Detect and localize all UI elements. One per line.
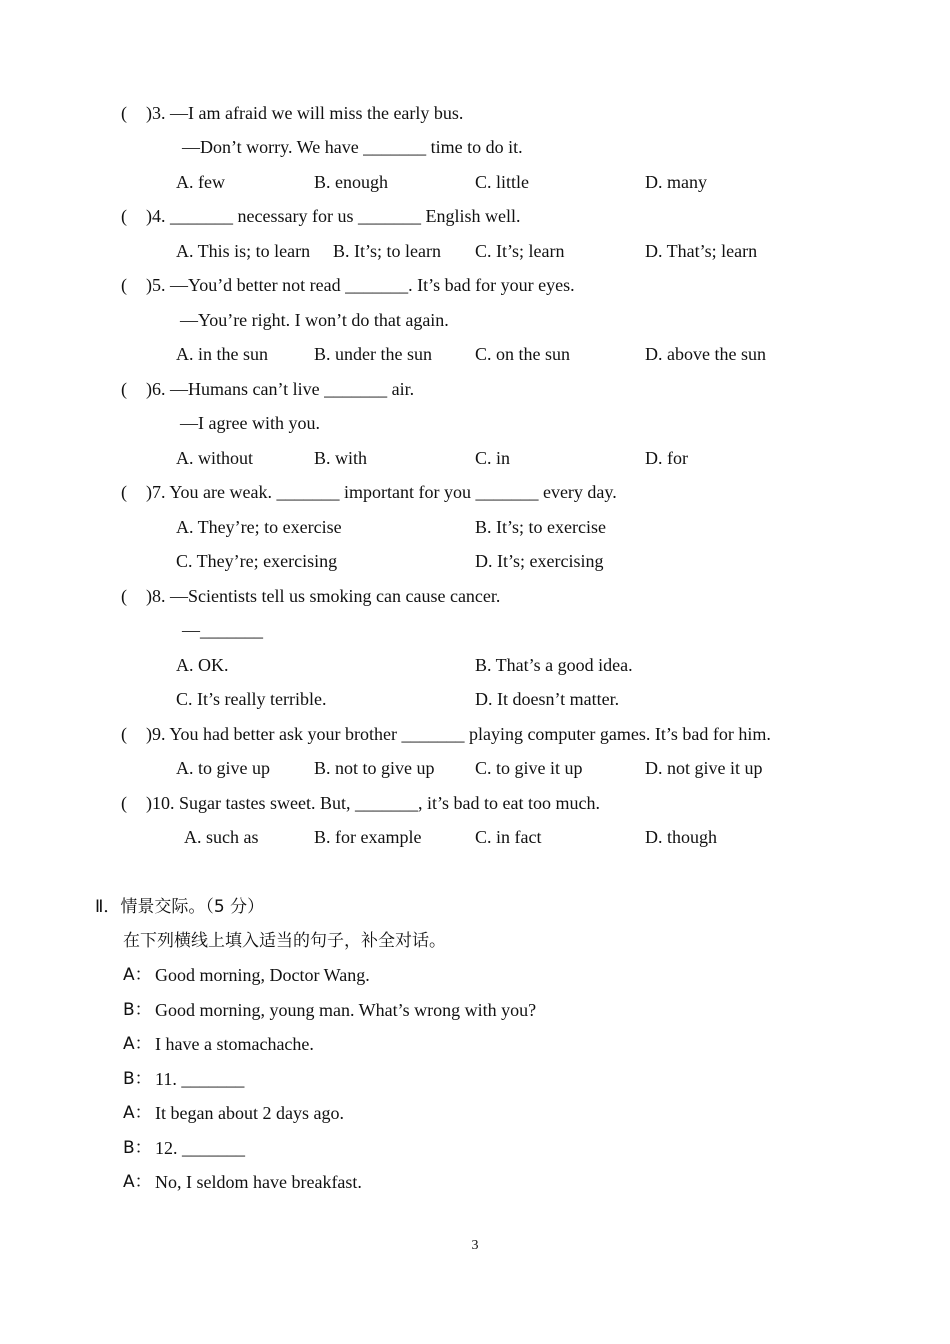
option-b: B. That’s a good idea. (475, 655, 633, 675)
question-reply: —You’re right. I won’t do that again. (180, 310, 449, 330)
option-a: A. such as (184, 827, 259, 847)
speaker-label: A： (123, 1172, 152, 1192)
dialogue-blank-11[interactable]: 11. _______ (155, 1069, 245, 1089)
dialogue-text: I have a stomachache. (155, 1034, 314, 1054)
option-d: D. above the sun (645, 344, 766, 364)
option-c: C. It’s; learn (475, 241, 565, 261)
speaker-label: A： (123, 1103, 152, 1123)
speaker-label: A： (123, 1034, 152, 1054)
option-d: D. not give it up (645, 758, 763, 778)
option-c: C. in (475, 448, 511, 468)
speaker-label: B： (123, 1069, 152, 1089)
option-b: B. for example (314, 827, 422, 847)
question-stem: )8. —Scientists tell us smoking can cause cancer. (146, 586, 501, 606)
answer-paren[interactable]: ( (121, 275, 127, 295)
option-b: B. enough (314, 172, 388, 192)
answer-paren[interactable]: ( (121, 379, 127, 399)
answer-paren[interactable]: ( (121, 206, 127, 226)
option-b: B. It’s; to learn (333, 241, 441, 261)
speaker-label: B： (123, 1000, 152, 1020)
option-d: D. though (645, 827, 717, 847)
option-a: A. This is; to learn (176, 241, 311, 261)
answer-paren[interactable]: ( (121, 103, 127, 123)
option-b: B. with (314, 448, 368, 468)
answer-paren[interactable]: ( (121, 724, 127, 744)
question-stem: )7. You are weak. _______ important for you _______ every day. (146, 482, 617, 502)
option-d: D. It doesn’t matter. (475, 689, 620, 709)
question-stem: )5. —You’d better not read _______. It’s bad for your eyes. (146, 275, 575, 295)
question-stem: )10. Sugar tastes sweet. But, _______, it’s bad to eat too much. (146, 793, 600, 813)
section-heading: Ⅱ．情景交际。（5 分） (95, 897, 265, 917)
question-stem: )6. —Humans can’t live _______ air. (146, 379, 415, 399)
option-d: D. many (645, 172, 707, 192)
option-a: A. few (176, 172, 225, 192)
question-stem: )3. —I am afraid we will miss the early bus. (146, 103, 464, 123)
question-reply: —Don’t worry. We have _______ time to do it. (182, 137, 523, 157)
section-instruction: 在下列横线上填入适当的句子，补全对话。 (123, 931, 446, 951)
option-b: B. under the sun (314, 344, 432, 364)
option-a: A. to give up (176, 758, 270, 778)
dialogue-text: Good morning, young man. What’s wrong with you? (155, 1000, 537, 1020)
option-c: C. to give it up (475, 758, 583, 778)
question-stem: )4. _______ necessary for us _______ English well. (146, 206, 521, 226)
option-c: C. on the sun (475, 344, 571, 364)
dialogue-text: Good morning, Doctor Wang. (155, 965, 370, 985)
option-d: D. for (645, 448, 688, 468)
speaker-label: A： (123, 965, 152, 985)
answer-paren[interactable]: ( (121, 482, 127, 502)
answer-paren[interactable]: ( (121, 793, 127, 813)
question-reply: —_______ (182, 620, 263, 640)
question-reply: —I agree with you. (180, 413, 320, 433)
option-c: C. It’s really terrible. (176, 689, 327, 709)
option-b: B. It’s; to exercise (475, 517, 606, 537)
option-a: A. They’re; to exercise (176, 517, 342, 537)
question-stem: )9. You had better ask your brother _______ playing computer games. It’s bad for him. (146, 724, 771, 744)
page-number: 3 (471, 1238, 479, 1253)
option-c: C. little (475, 172, 529, 192)
option-a: A. in the sun (176, 344, 268, 364)
option-a: A. without (176, 448, 254, 468)
option-c: C. in fact (475, 827, 542, 847)
option-c: C. They’re; exercising (176, 551, 338, 571)
dialogue-text: It began about 2 days ago. (155, 1103, 344, 1123)
option-d: D. It’s; exercising (475, 551, 604, 571)
dialogue-text: No, I seldom have breakfast. (155, 1172, 362, 1192)
speaker-label: B： (123, 1138, 152, 1158)
option-d: D. That’s; learn (645, 241, 758, 261)
option-b: B. not to give up (314, 758, 435, 778)
option-a: A. OK. (176, 655, 229, 675)
dialogue-blank-12[interactable]: 12. _______ (155, 1138, 245, 1158)
answer-paren[interactable]: ( (121, 586, 127, 606)
